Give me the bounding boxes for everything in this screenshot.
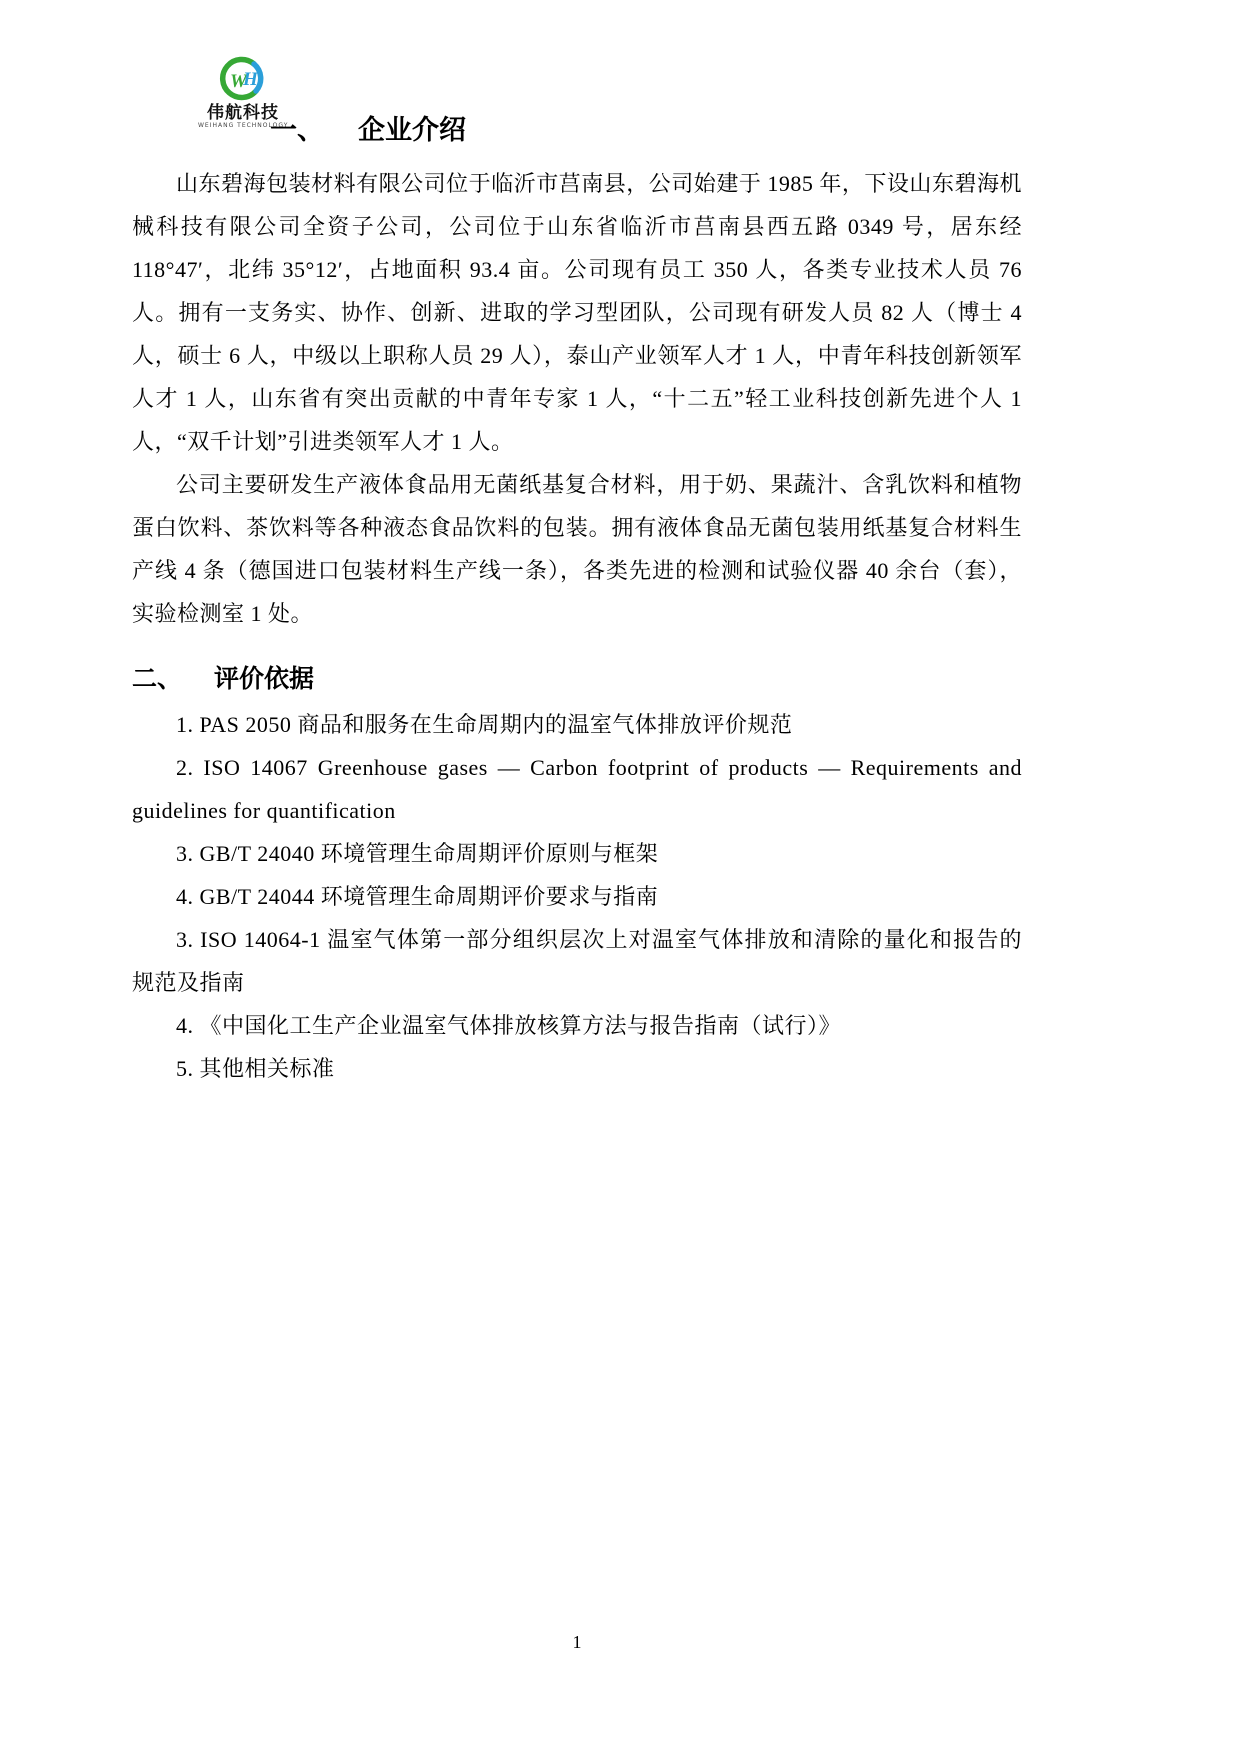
list-item-other-standards: 5. 其他相关标准 <box>176 1056 335 1081</box>
logo-company-name-zh: 伟航科技 <box>207 103 279 123</box>
page-number: 1 <box>572 1632 582 1652</box>
list-item-iso-14064-1: 3. ISO 14064-1 温室气体第一部分组织层次上对温室气体排放和清除的量化和报告的规范及指南 <box>132 927 1022 995</box>
section-2-number: 二、 <box>132 664 183 693</box>
list-item-gbt-24040: 3. GB/T 24040 环境管理生命周期评价原则与框架 <box>176 841 659 866</box>
list-item-iso-14067: 2. ISO 14067 Greenhouse gases — Carbon footprint of products — Requirements and guidelines for quantification <box>132 755 1022 823</box>
list-item-china-chemical-guide: 4. 《中国化工生产企业温室气体排放核算方法与报告指南（试行）》 <box>176 1013 842 1038</box>
section-2-title: 评价依据 <box>214 664 315 693</box>
section-1-number: 一、 <box>270 115 324 145</box>
logo-monogram-w: W <box>230 71 247 92</box>
list-item-pas-2050: 1. PAS 2050 商品和服务在生命周期内的温室气体排放评价规范 <box>176 712 793 737</box>
paragraph-company-overview: 山东碧海包装材料有限公司位于临沂市莒南县，公司始建于 1985 年，下设山东碧海机械科技有限公司全资子公司，公司位于山东省临沂市莒南县西五路 0349 号，居东经 118°47′，北纬 35°12′，占地面积 93.4 亩。公司现有员工 350 人，各类专业技术人员 76 人。拥有一支务实、协作、创新、进取的学习型团队，公司现有研发人员 82 人（博士 4 人，硕士 6 人，中级以上职称人员 29 人），泰山产业领军人才 1 人，中青年科技创新领军人才 1 人，山东省有突出贡献的中青年专家 1 人，“十二五”轻工业科技创新先进个人 1 人，“双千计划”引进类领军人才 1 人。 <box>132 171 1022 454</box>
list-item-gbt-24044: 4. GB/T 24044 环境管理生命周期评价要求与指南 <box>176 884 659 909</box>
logo-company-name-en: WEIHANG TECHNOLOGY <box>198 122 289 129</box>
section-1-heading <box>132 110 1022 150</box>
section-1-title: 企业介绍 <box>358 115 466 145</box>
section-2-heading <box>132 661 1022 697</box>
paragraph-company-products: 公司主要研发生产液体食品用无菌纸基复合材料，用于奶、果蔬汁、含乳饮料和植物蛋白饮料、茶饮料等各种液态食品饮料的包装。拥有液体食品无菌包装用纸基复合材料生产线 4 条（德国进口包装材料生产线一条），各类先进的检测和试验仪器 40 余台（套），实验检测室 1 处。 <box>132 472 1022 626</box>
logo-monogram-h: H <box>243 69 258 90</box>
logo-mark-icon <box>219 56 267 104</box>
document-body <box>132 110 1022 1090</box>
